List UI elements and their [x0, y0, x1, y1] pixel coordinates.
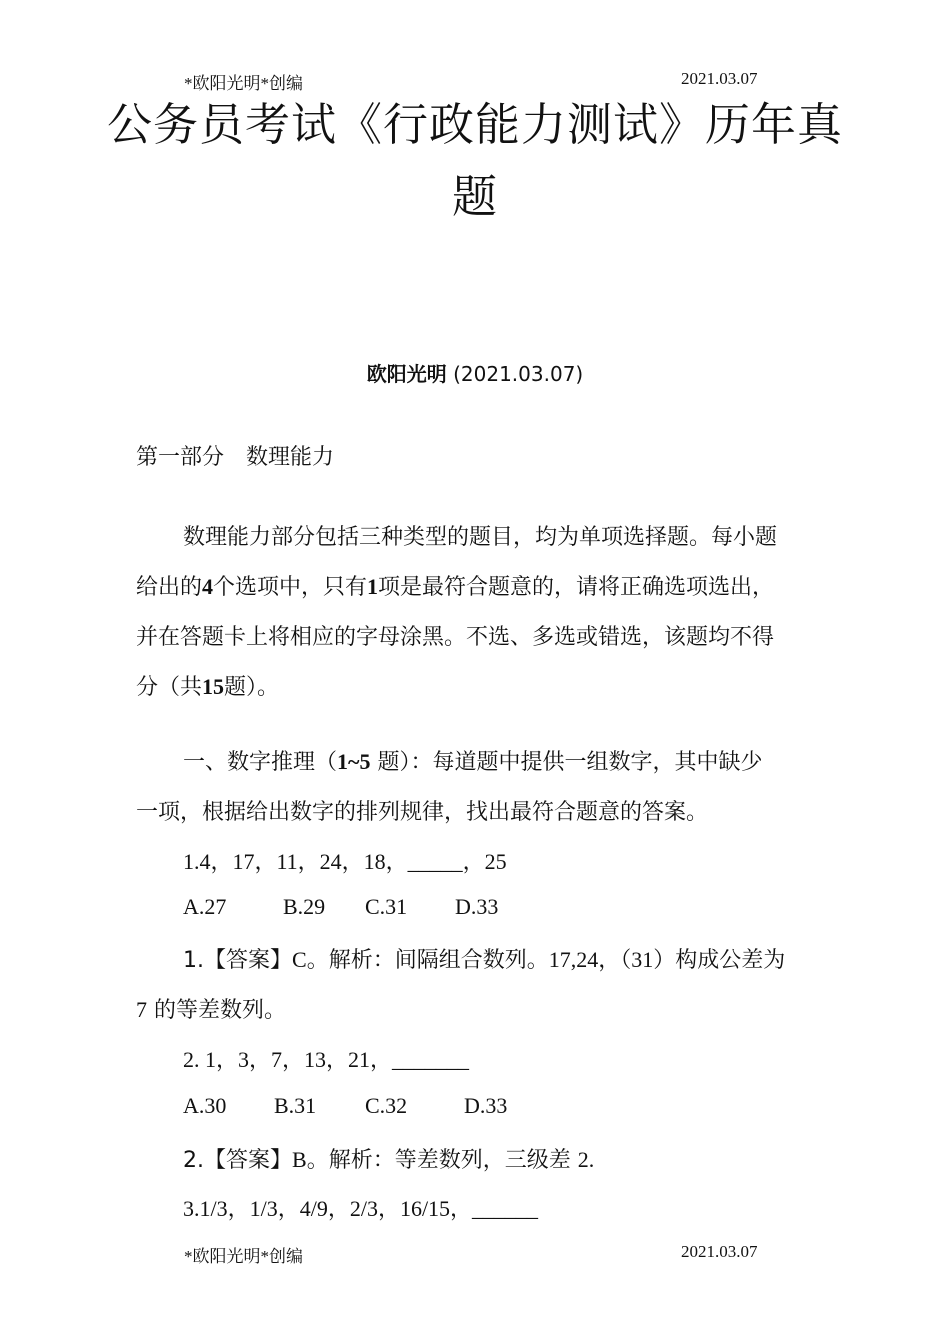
q1-stem: 1.4，17，11，24，18，_____，25 [183, 849, 507, 874]
q2-option-d: D.33 [464, 1093, 508, 1118]
part1-text: 题）：每道题中提供一组数字，其中缺少 [370, 750, 763, 775]
q2-answer-line [183, 1143, 594, 1174]
answer-text: 。解析：等差数列，三级差 [306, 1148, 578, 1173]
answer-label: 2.【答案】 [183, 1148, 292, 1173]
answer-label: 1.【答案】 [183, 948, 292, 973]
q2-options [183, 1093, 507, 1119]
page-title-line2: 题 [451, 170, 498, 223]
q2-option-a: A.30 [183, 1093, 227, 1118]
header-date: 2021.03.07 [681, 69, 758, 88]
q1-option-b: B.29 [283, 894, 326, 919]
footer-author: *欧阳光明*创编 [184, 1247, 303, 1266]
part1-text: 一、数字推理（ [183, 750, 338, 775]
intro-line-3: 并在答题卡上将相应的字母涂黑。不选、多选或错选，该题均不得 [136, 625, 775, 650]
intro-line-2 [136, 570, 774, 601]
answer-choice: C [292, 947, 307, 972]
intro-line-4 [136, 670, 279, 701]
q2-option-c: C.32 [365, 1093, 408, 1118]
intro-text: 给出的 [136, 575, 203, 600]
part1-range: 1~5 [337, 749, 371, 774]
intro-line-1: 数理能力部分包括三种类型的题目，均为单项选择题。每小题 [183, 525, 778, 550]
q1-options [183, 894, 498, 920]
answer-text: 2. [577, 1147, 595, 1172]
answer-text: 构成公差为 [675, 948, 786, 973]
answer-text: 17,24，（31） [548, 947, 676, 972]
intro-text: 分（共 [136, 675, 203, 700]
q1-answer-line-2 [136, 993, 286, 1024]
intro-number: 4 [202, 574, 214, 599]
intro-text: 个选项中，只有 [213, 575, 368, 600]
section-heading: 第一部分 数理能力 [136, 445, 335, 470]
answer-text: 7 [136, 997, 147, 1022]
intro-text: 项是最符合题意的，请将正确选项选出， [378, 575, 775, 600]
q1-option-d: D.33 [455, 894, 499, 919]
intro-number: 15 [202, 674, 225, 699]
footer-date: 2021.03.07 [681, 1242, 758, 1261]
author-date: (2021.03.07) [453, 362, 584, 386]
answer-choice: B [292, 1147, 307, 1172]
q3-stem: 3.1/3，1/3，4/9，2/3，16/15，______ [183, 1196, 539, 1221]
answer-text: 。解析：间隔组合数列。 [306, 948, 549, 973]
intro-text: 题）。 [224, 675, 280, 700]
header-author: *欧阳光明*创编 [184, 74, 303, 93]
q2-option-b: B.31 [274, 1093, 317, 1118]
q1-option-c: C.31 [365, 894, 408, 919]
answer-text: 的等差数列。 [147, 998, 286, 1023]
q1-answer-line-1 [183, 943, 785, 974]
page-title-line1: 公务员考试《行政能力测试》历年真 [106, 98, 843, 151]
author-line [0, 358, 950, 387]
intro-number: 1 [367, 574, 379, 599]
q2-stem: 2. 1，3，7，13，21，_______ [183, 1047, 470, 1072]
author-name: 欧阳光明 [366, 362, 447, 386]
part1-line-1 [183, 745, 762, 776]
q1-option-a: A.27 [183, 894, 227, 919]
part1-line-2: 一项，根据给出数字的排列规律，找出最符合题意的答案。 [136, 800, 709, 825]
